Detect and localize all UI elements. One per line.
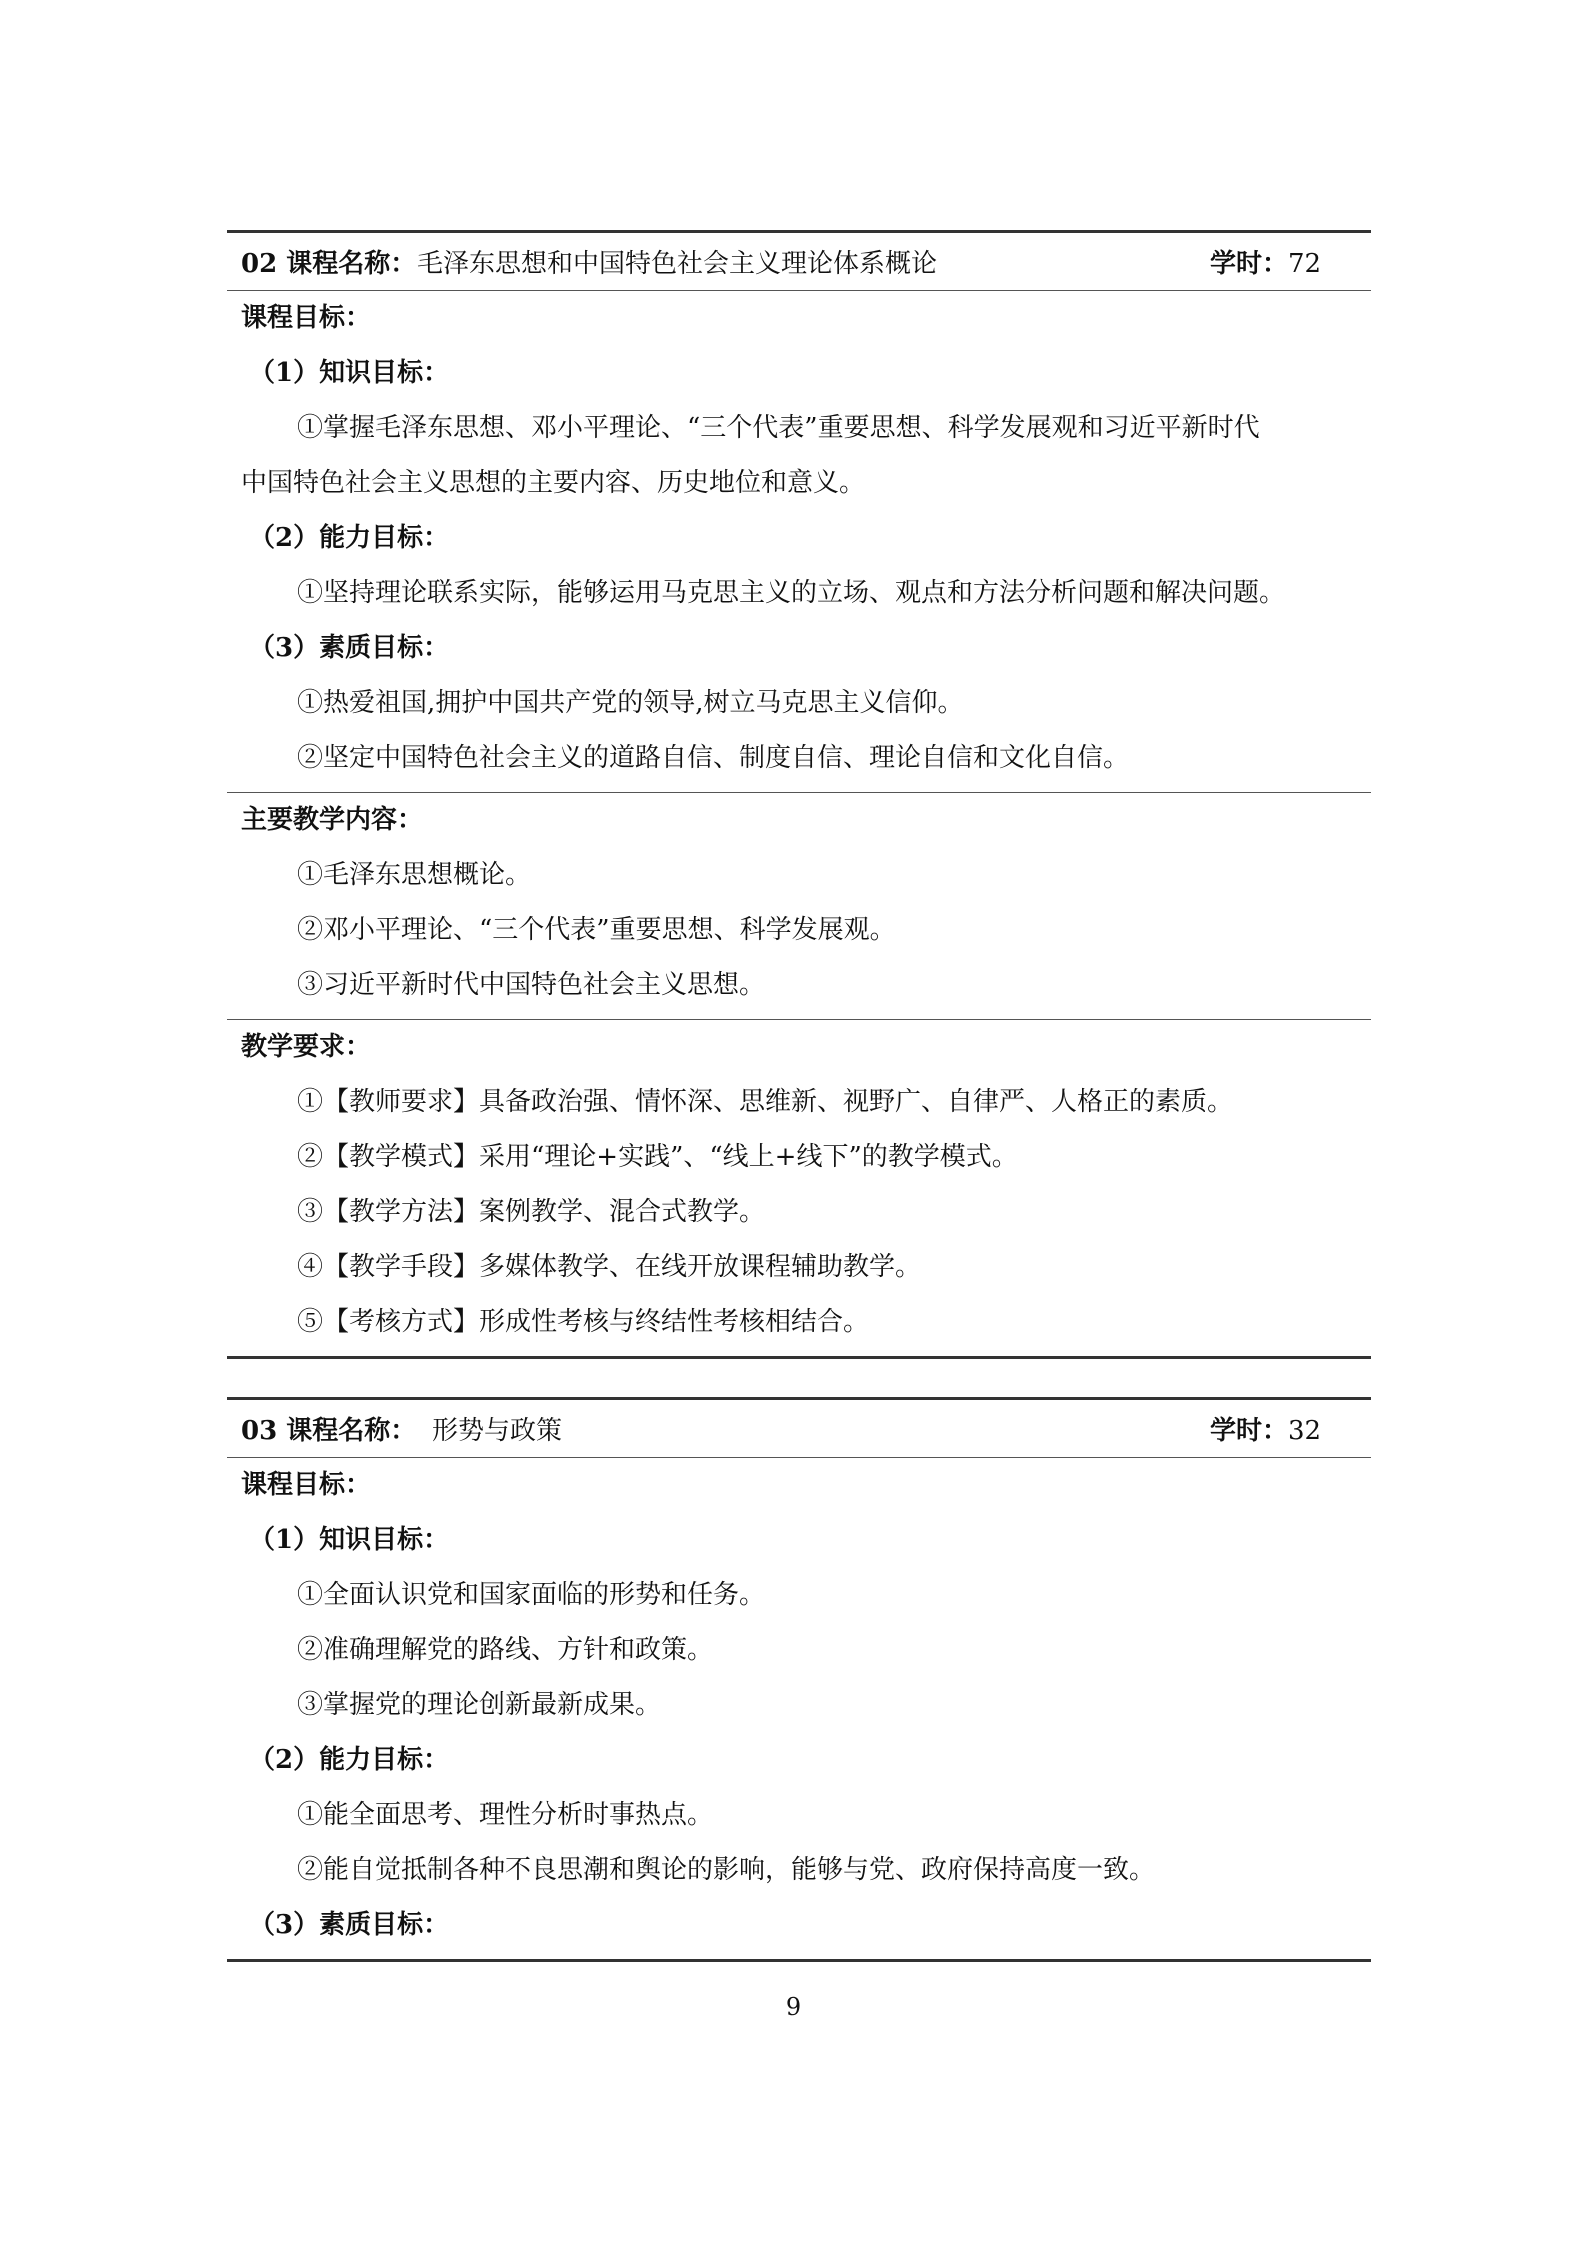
teaching-content-section <box>227 793 1371 1020</box>
goals-title: 课程目标： <box>241 303 372 333</box>
ability-title: （2）能力目标： <box>249 523 450 553</box>
course-name-label: 02 课程名称： <box>241 249 417 279</box>
knowledge-title: （1）知识目标： <box>249 358 450 388</box>
ability-item: ①能全面思考、理性分析时事热点。 <box>297 1800 714 1830</box>
course-02-table <box>227 230 1371 1359</box>
content-title: 主要教学内容： <box>241 805 424 835</box>
course-03-header-row <box>227 1400 1371 1458</box>
requirements-title: 教学要求： <box>241 1032 372 1062</box>
hours-label: 学时： <box>1210 249 1289 279</box>
teaching-requirements-section <box>227 1020 1371 1356</box>
knowledge-item-continued: 中国特色社会主义思想的主要内容、历史地位和意义。 <box>241 468 866 498</box>
content-item: ②邓小平理论、“三个代表”重要思想、科学发展观。 <box>297 915 896 945</box>
knowledge-item: ①掌握毛泽东思想、邓小平理论、“三个代表”重要思想、科学发展观和习近平新时代 <box>297 413 1260 443</box>
course-hours <box>1210 1410 1321 1447</box>
knowledge-item: ①全面认识党和国家面临的形势和任务。 <box>297 1580 766 1610</box>
quality-item: ①热爱祖国,拥护中国共产党的领导,树立马克思主义信仰。 <box>297 688 964 718</box>
knowledge-item: ②准确理解党的路线、方针和政策。 <box>297 1635 714 1665</box>
course-03-table <box>227 1397 1371 1962</box>
course-name: 毛泽东思想和中国特色社会主义理论体系概论 <box>417 249 938 279</box>
knowledge-title: （1）知识目标： <box>249 1525 450 1555</box>
course-hours <box>1210 243 1321 280</box>
content-item: ③习近平新时代中国特色社会主义思想。 <box>297 970 766 1000</box>
ability-item: ②能自觉抵制各种不良思潮和舆论的影响，能够与党、政府保持高度一致。 <box>297 1855 1156 1885</box>
ability-title: （2）能力目标： <box>249 1745 450 1775</box>
page-number: 9 <box>785 1993 802 2021</box>
hours-label: 学时： <box>1210 1416 1289 1446</box>
hours-value: 72 <box>1288 249 1322 279</box>
requirement-item: ③【教学方法】案例教学、混合式教学。 <box>297 1197 766 1227</box>
requirement-item: ④【教学手段】多媒体教学、在线开放课程辅助教学。 <box>297 1252 922 1282</box>
hours-value: 32 <box>1288 1416 1322 1446</box>
course-goals-section <box>227 1458 1371 1959</box>
requirement-item: ⑤【考核方式】形成性考核与终结性考核相结合。 <box>297 1307 870 1337</box>
goals-title: 课程目标： <box>241 1470 372 1500</box>
requirement-item: ①【教师要求】具备政治强、情怀深、思维新、视野广、自律严、人格正的素质。 <box>297 1087 1234 1117</box>
requirement-item: ②【教学模式】采用“理论+实践”、“线上+线下”的教学模式。 <box>297 1142 1018 1172</box>
quality-title: （3）素质目标： <box>249 1910 450 1940</box>
course-name-label: 03 课程名称： <box>241 1416 417 1446</box>
course-02-header-row <box>227 233 1371 291</box>
content-item: ①毛泽东思想概论。 <box>297 860 532 890</box>
ability-item: ①坚持理论联系实际，能够运用马克思主义的立场、观点和方法分析问题和解决问题。 <box>297 578 1286 608</box>
quality-title: （3）素质目标： <box>249 633 450 663</box>
quality-item: ②坚定中国特色社会主义的道路自信、制度自信、理论自信和文化自信。 <box>297 743 1130 773</box>
course-name: 形势与政策 <box>432 1416 563 1446</box>
course-goals-section <box>227 291 1371 793</box>
knowledge-item: ③掌握党的理论创新最新成果。 <box>297 1690 662 1720</box>
